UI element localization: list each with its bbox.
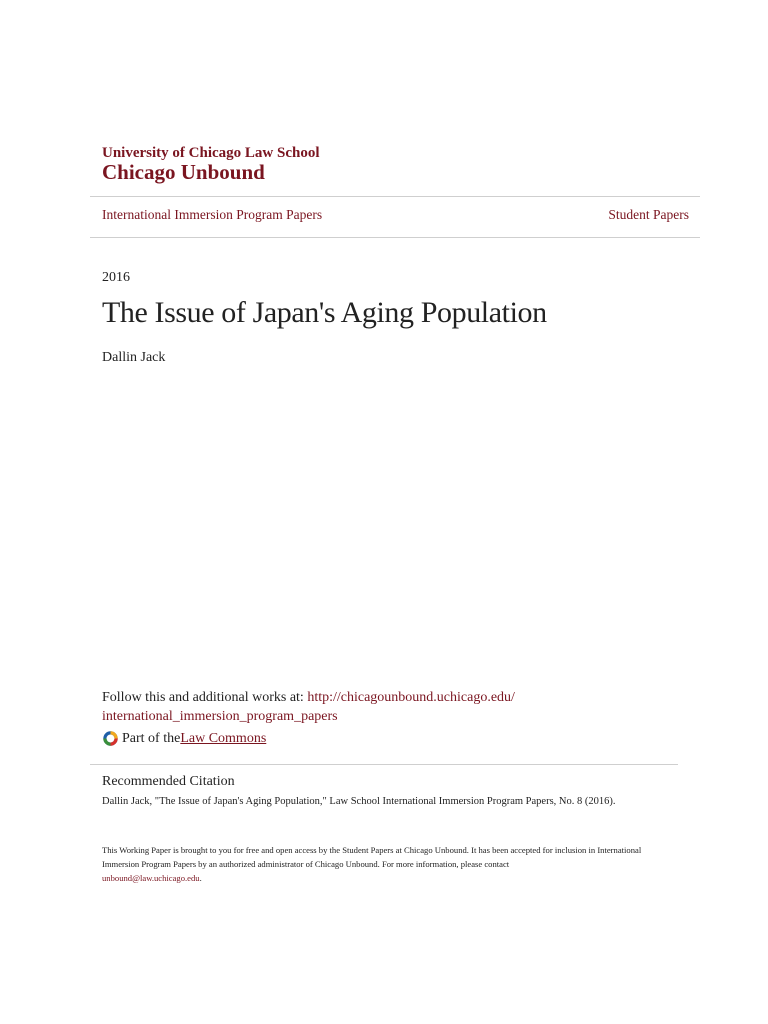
bepress-commons-icon: [102, 730, 119, 747]
repository-name[interactable]: Chicago Unbound: [102, 160, 265, 184]
notice-suffix: .: [199, 873, 202, 883]
follow-prefix: Follow this and additional works at:: [102, 690, 308, 705]
notice-text: This Working Paper is brought to you for free and open access by the Student Papers at Chicago Unbound. It has been accepted for inclusion in International Immersion Program Papers by an authorized administrator of Chicago Unbound. For more information, please contact: [102, 845, 642, 869]
divider-nav: [90, 237, 700, 238]
citation-heading: Recommended Citation: [102, 774, 235, 789]
institution-name: University of Chicago Law School: [102, 145, 320, 161]
follow-url-line1[interactable]: http://chicagounbound.uchicago.edu/: [307, 690, 515, 705]
contact-email-link[interactable]: unbound@law.uchicago.edu: [102, 873, 200, 883]
paper-title: The Issue of Japan's Aging Population: [102, 296, 547, 329]
follow-works-text: [102, 688, 662, 726]
divider-citation: [90, 764, 678, 765]
access-notice: [102, 843, 662, 885]
publication-year: 2016: [102, 270, 130, 285]
collection-link[interactable]: Student Papers: [608, 207, 689, 222]
part-of-prefix: Part of the: [122, 730, 181, 746]
part-of-line: [102, 730, 266, 747]
follow-url-line2[interactable]: international_immersion_program_papers: [102, 709, 338, 724]
paper-author: Dallin Jack: [102, 350, 166, 365]
series-link[interactable]: International Immersion Program Papers: [102, 207, 323, 222]
divider-top: [90, 196, 700, 197]
law-commons-link[interactable]: Law Commons: [180, 730, 267, 746]
citation-text: Dallin Jack, "The Issue of Japan's Aging Population," Law School International Immersion Program Papers, No. 8 (2016).: [102, 796, 616, 807]
